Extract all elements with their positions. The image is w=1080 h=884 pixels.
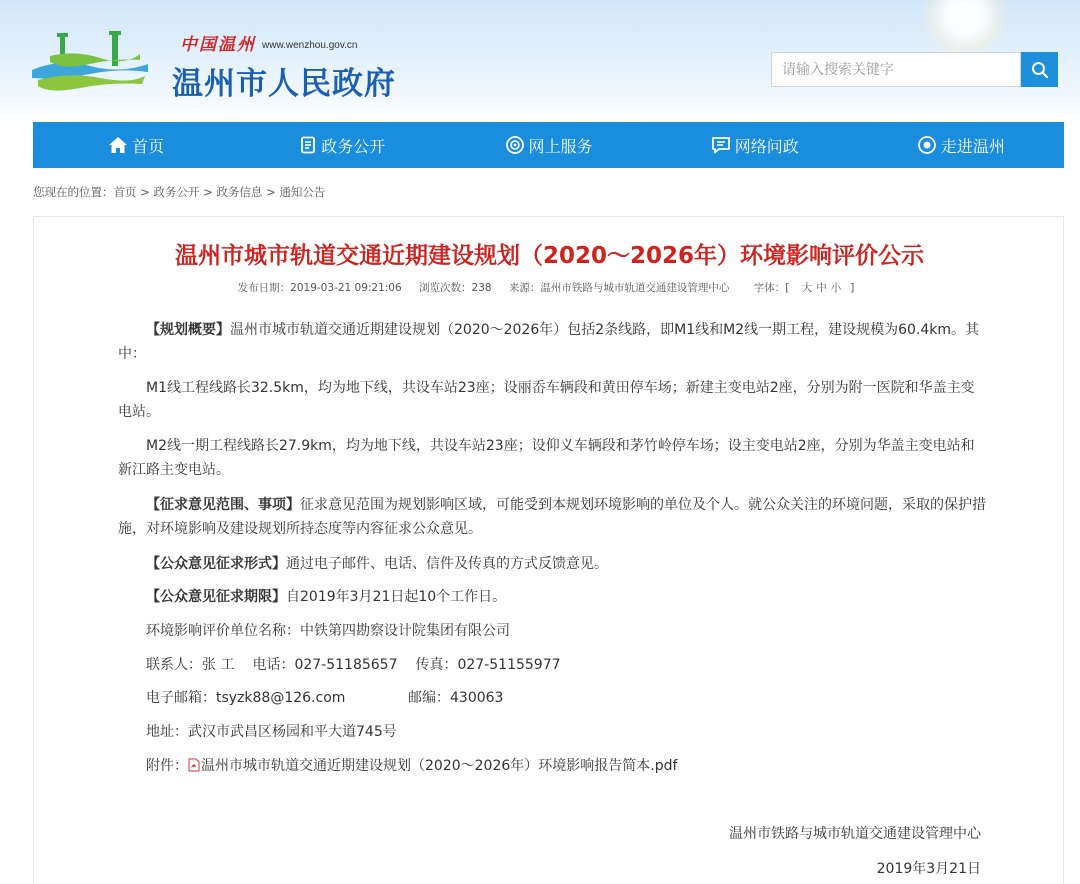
nav-label-online-services: 网上服务 [528,136,593,156]
attachment-label: 附件： [146,758,188,774]
paragraph-m2-line: M2线一期工程线路长27.9km，均为地下线，共设车站23座；设仰义车辆段和茅竹岭停车场；设主变电站2座，分别为华盖主变电站和新江路主变电站。 [118,438,975,478]
eye-icon [917,135,937,155]
contact-fax: 传真：027-51155977 [415,657,561,673]
paragraph-consultation-scope [118,493,988,541]
font-label: 字体：[ [753,282,790,294]
pdf-icon [188,758,200,772]
search-button[interactable] [1021,52,1058,87]
document-icon [299,136,317,154]
publish-date: 发布日期：2019-03-21 09:21:06 [237,282,402,294]
paragraph-text: 通过电子邮件、电话、信件及传真的方式反馈意见。 [286,556,608,572]
paragraph-text: 温州市城市轨道交通近期建设规划（2020～2026年）包括2条线路，即M1线和M2线一期工程，建设规模为60.4km。其中： [118,322,980,362]
nav-item-home[interactable] [33,122,239,168]
home-icon [108,136,128,154]
paragraph-text: 自2019年3月21日起10个工作日。 [286,589,507,605]
breadcrumb-separator: > [199,185,217,199]
attachment-link[interactable]: 温州市城市轨道交通近期建设规划（2020～2026年）环境影响报告简本.pdf [201,758,678,774]
search-input[interactable] [771,52,1021,87]
article-panel [33,216,1064,884]
nav-item-online-inquiry[interactable] [652,122,858,168]
site-url: www.wenzhou.gov.cn [262,40,358,51]
site-title[interactable]: 温州市人民政府 [172,66,396,102]
section-heading: 【公众意见征求期限】 [146,589,286,605]
nav-label-online-inquiry: 网络问政 [734,136,799,156]
search-icon [1031,61,1049,79]
article-title: 温州市城市轨道交通近期建设规划（2020～2026年）环境影响评价公示 [174,243,925,269]
font-size-medium[interactable]: 中 [816,282,827,294]
nav-label-government-affairs: 政务公开 [321,136,386,156]
section-heading: 【征求意见范围、事项】 [146,497,300,513]
breadcrumb-item-notices[interactable]: 通知公告 [279,185,326,199]
font-size-small[interactable]: 小 [830,282,842,294]
nav-label-about-wenzhou: 走进温州 [940,136,1005,156]
view-count: 浏览次数：238 [419,282,492,294]
breadcrumb-item-government-affairs[interactable]: 政务公开 [153,185,200,199]
breadcrumb-separator: > [136,185,154,199]
main-nav [33,122,1064,168]
paragraph-consultation-form [118,552,988,576]
breadcrumb-item-home[interactable]: 首页 [113,185,137,199]
signature-organization: 温州市铁路与城市轨道交通建设管理中心 [729,826,981,842]
globe-icon [505,135,525,155]
font-size-large[interactable]: 大 [801,282,813,294]
paragraph-text: 征求意见范围为规划影响区域，可能受到本规划环境影响的单位及个人。就公众关注的环境问题，采取的保护措施，对环境影响及建设规划所持态度等内容征求公众意见。 [118,497,986,537]
breadcrumb-prefix: 您现在的位置： [33,185,114,199]
sun-glow [920,0,1010,60]
contact-line [118,653,988,677]
contact-person: 联系人：张 工 [146,657,235,673]
contact-phone: 电话：027-51185657 [252,657,398,673]
nav-label-home: 首页 [132,136,165,156]
email-line [118,686,988,710]
paragraph-plan-overview [118,318,988,366]
nav-item-about-wenzhou[interactable] [858,122,1064,168]
assessment-unit: 环境影响评价单位名称：中铁第四勘察设计院集团有限公司 [146,623,510,639]
postcode: 邮编：430063 [408,690,504,706]
paragraph-consultation-period [118,585,988,609]
section-heading: 【规划概要】 [146,322,230,338]
breadcrumb-separator: > [262,185,280,199]
brand-calligraphy: 中国温州 [180,35,256,55]
signature-date: 2019年3月21日 [876,861,981,877]
attachment-line [118,754,988,778]
font-label-close: ] [850,282,855,294]
site-header [0,0,1080,122]
breadcrumb [33,184,325,200]
chat-icon [711,136,731,154]
breadcrumb-item-government-info[interactable]: 政务信息 [216,185,263,199]
font-size-control [747,282,862,294]
nav-item-online-services[interactable] [445,122,651,168]
section-heading: 【公众意见征求形式】 [146,556,286,572]
nav-item-government-affairs[interactable] [239,122,445,168]
address-line: 地址：武汉市武昌区杨园和平大道745号 [146,724,397,740]
city-emblem-logo[interactable] [30,28,150,98]
contact-email[interactable]: 电子邮箱：tsyzk88@126.com [146,690,346,706]
paragraph-m1-line: M1线工程线路长32.5km，均为地下线，共设车站23座；设丽岙车辆段和黄田停车场；新建主变电站2座，分别为附一医院和华盖主变电站。 [118,380,975,420]
article-meta [34,280,1065,295]
article-source: 来源：温州市铁路与城市轨道交通建设管理中心 [508,282,730,294]
